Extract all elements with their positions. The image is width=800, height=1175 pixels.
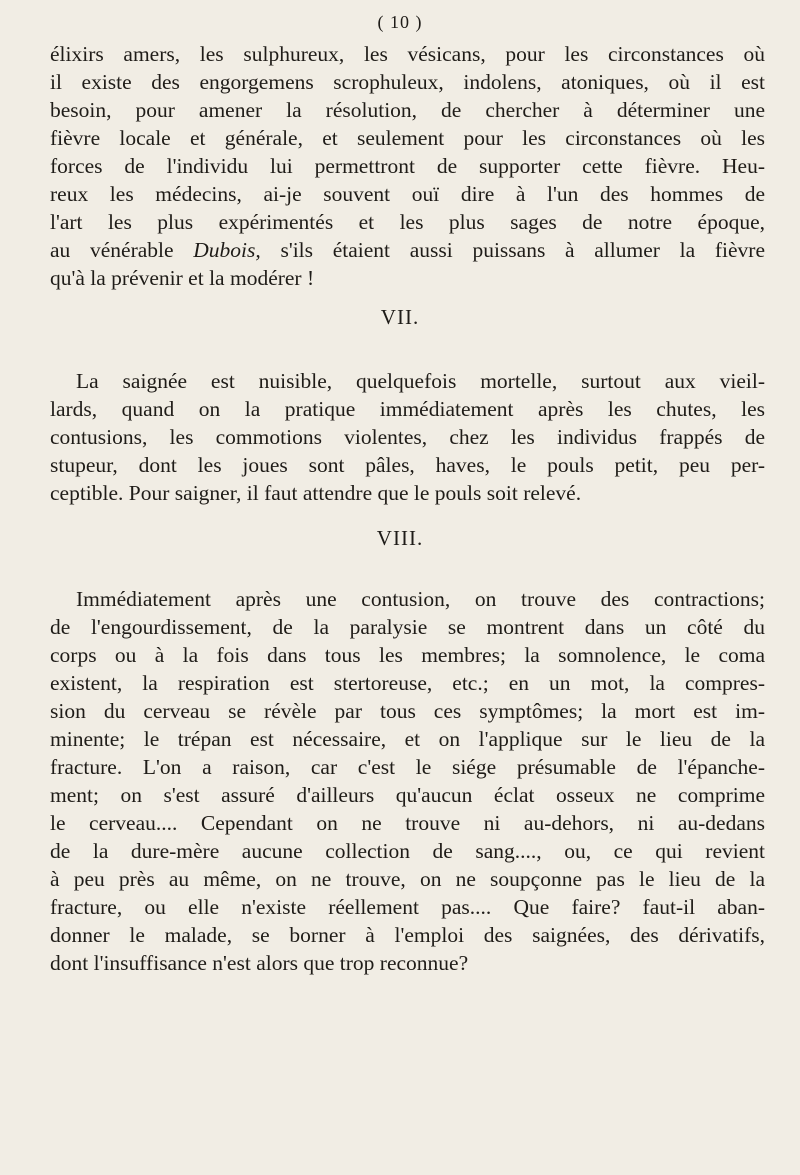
text-line: ceptible. Pour saigner, il faut attendre que le pouls soit relevé. (50, 481, 582, 505)
text-line: minente; le trépan est nécessaire, et on l'applique sur le lieu de la (50, 727, 765, 751)
text-line: à peu près au même, on ne trouve, on ne soupçonne pas le lieu de la (50, 867, 765, 891)
text-line: dont l'insuffisance n'est alors que trop reconnue? (50, 951, 469, 975)
text-line: fracture, ou elle n'existe réellement pas.... Que faire? faut-il aban- (50, 895, 765, 919)
text-line: lards, quand on la pratique immédiatement après les chutes, les (50, 397, 765, 421)
text-line: Immédiatement après une contusion, on trouve des contractions; (76, 587, 765, 611)
text-line: besoin, pour amener la résolution, de chercher à déterminer une (50, 98, 765, 122)
text-line: élixirs amers, les sulphureux, les vésicans, pour les circonstances où (50, 42, 765, 66)
text-line: La saignée est nuisible, quelquefois mortelle, surtout aux vieil- (76, 369, 765, 393)
text-line (50, 236, 765, 264)
text-line: stupeur, dont les joues sont pâles, haves, le pouls petit, peu per- (50, 453, 765, 477)
text-line: sion du cerveau se révèle par tous ces symptômes; la mort est im- (50, 699, 765, 723)
text-line: fièvre locale et générale, et seulement pour les circonstances où les (50, 126, 765, 150)
text-line: fracture. L'on a raison, car c'est le siége présumable de l'épanche- (50, 755, 765, 779)
paragraph-continuation (50, 40, 765, 292)
italic-name: Dubois, (193, 238, 261, 262)
text-line: qu'à la prévenir et la modérer ! (50, 266, 315, 290)
paragraph-section-vii (50, 367, 765, 507)
text-line: ment; on s'est assuré d'ailleurs qu'aucun éclat osseux ne comprime (50, 783, 765, 807)
text-segment: s'ils étaient aussi puissans à allumer la fièvre (260, 238, 765, 262)
text-line: reux les médecins, ai-je souvent ouï dire à l'un des hommes de (50, 182, 765, 206)
text-segment: au vénérable (50, 238, 194, 262)
text-line: corps ou à la fois dans tous les membres; la somnolence, le coma (50, 643, 765, 667)
section-heading-vii: VII. (380, 305, 420, 329)
text-line: l'art les plus expérimentés et les plus sages de notre époque, (50, 210, 765, 234)
text-line: le cerveau.... Cependant on ne trouve ni au-dehors, ni au-dedans (50, 811, 765, 835)
page-number: ( 10 ) (377, 12, 423, 32)
paragraph-section-viii (50, 585, 765, 977)
text-line: existent, la respiration est stertoreuse, etc.; en un mot, la compres- (50, 671, 765, 695)
text-line: forces de l'individu lui permettront de supporter cette fièvre. Heu- (50, 154, 765, 178)
text-line: contusions, les commotions violentes, chez les individus frappés de (50, 425, 765, 449)
text-line: donner le malade, se borner à l'emploi des saignées, des dérivatifs, (50, 923, 765, 947)
text-line: il existe des engorgemens scrophuleux, indolens, atoniques, où il est (50, 70, 765, 94)
text-line: de la dure-mère aucune collection de sang...., ou, ce qui revient (50, 839, 765, 863)
text-line: de l'engourdissement, de la paralysie se montrent dans un côté du (50, 615, 765, 639)
section-heading-viii: VIII. (376, 526, 424, 550)
